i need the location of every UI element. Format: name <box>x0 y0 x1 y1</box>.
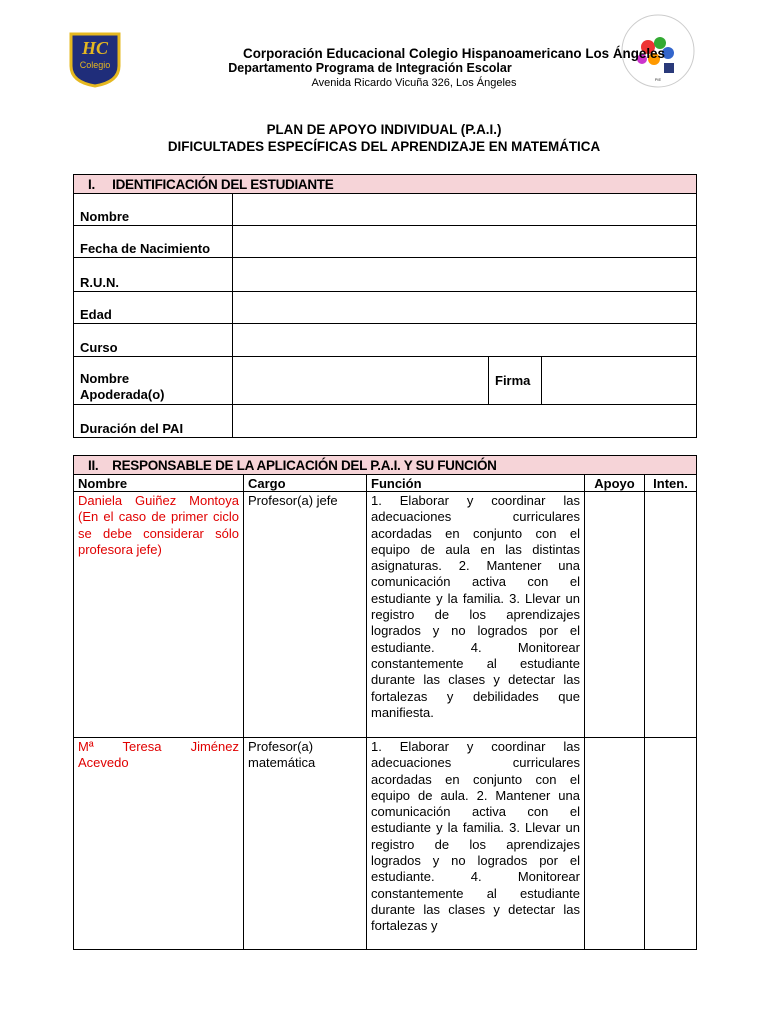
responsible-name: Daniela Guiñez Montoya (En el caso de primer ciclo se debe considerar sólo profesora jefe) <box>74 492 244 738</box>
responsible-function: 1. Elaborar y coordinar las adecuaciones curriculares acordadas en conjunto con el equipo de aula. 2. Mantener una comunicación activa con el estudiante y la familia. 3. Llevar un registro de los aprendizajes logrados y no logrados por el estudiante. 4. Monitorear constantemente al estudiante durante las clases y detectar las fortalezas y <box>367 738 585 950</box>
svg-text:Colegio: Colegio <box>79 60 111 70</box>
address: Avenida Ricardo Vicuña 326, Los Ángeles <box>311 77 517 89</box>
col-header-inten: Inten. <box>645 475 697 492</box>
field-fecha-nacimiento[interactable] <box>233 226 697 258</box>
field-duracion[interactable] <box>233 405 697 438</box>
field-run[interactable] <box>233 258 697 292</box>
label-fecha-nacimiento: Fecha de Nacimiento <box>74 226 233 258</box>
col-header-cargo: Cargo <box>244 475 367 492</box>
field-firma[interactable] <box>542 357 697 405</box>
section-2-heading: II. RESPONSABLE DE LA APLICACIÓN DEL P.A.I. Y SU FUNCIÓN <box>74 456 697 475</box>
responsible-function: 1. Elaborar y coordinar las adecuaciones curriculares acordadas en conjunto con el equipo de aula en las distintas asignaturas. 2. Mantener una comunicación activa con el estudiante y la familia. 3. Llevar un registro de los aprendizajes logrados y no logrados por el estudiante. 4. Monitorear constantemente al estudiante durante las clases y detectar las fortalezas y debilidades que manifiesta. <box>367 492 585 738</box>
apoyo-cell[interactable] <box>585 492 645 738</box>
col-header-apoyo: Apoyo <box>585 475 645 492</box>
responsibles-table <box>73 455 697 950</box>
responsible-name: Mª Teresa Jiménez Acevedo <box>74 738 244 950</box>
svg-text:HC: HC <box>81 38 109 58</box>
department-name: Departamento Programa de Integración Escolar <box>228 61 512 75</box>
field-curso[interactable] <box>233 324 697 357</box>
label-nombre: Nombre <box>74 194 233 226</box>
field-apoderada[interactable] <box>233 357 489 405</box>
col-header-funcion: Función <box>367 475 585 492</box>
table-row <box>74 738 697 950</box>
table-row <box>74 492 697 738</box>
label-run: R.U.N. <box>74 258 233 292</box>
corporation-name: Corporación Educacional Colegio Hispanoamericano Los Ángeles <box>243 46 665 61</box>
label-duracion: Duración del PAI <box>74 405 233 438</box>
label-curso: Curso <box>74 324 233 357</box>
field-nombre[interactable] <box>233 194 697 226</box>
document-subtitle: DIFICULTADES ESPECÍFICAS DEL APRENDIZAJE EN MATEMÁTICA <box>167 139 601 154</box>
label-apoderada: Nombre Apoderada(o) <box>74 357 233 405</box>
responsible-role: Profesor(a) matemática <box>244 738 367 950</box>
svg-text:PIE: PIE <box>654 77 662 82</box>
inten-cell[interactable] <box>645 738 697 950</box>
col-header-nombre: Nombre <box>74 475 244 492</box>
label-edad: Edad <box>74 292 233 324</box>
label-firma: Firma <box>489 357 542 405</box>
inten-cell[interactable] <box>645 492 697 738</box>
field-edad[interactable] <box>233 292 697 324</box>
document-title: PLAN DE APOYO INDIVIDUAL (P.A.I.) <box>266 122 502 137</box>
responsible-role: Profesor(a) jefe <box>244 492 367 738</box>
apoyo-cell[interactable] <box>585 738 645 950</box>
student-identification-table <box>73 174 697 438</box>
section-1-heading: I. IDENTIFICACIÓN DEL ESTUDIANTE <box>74 175 697 194</box>
